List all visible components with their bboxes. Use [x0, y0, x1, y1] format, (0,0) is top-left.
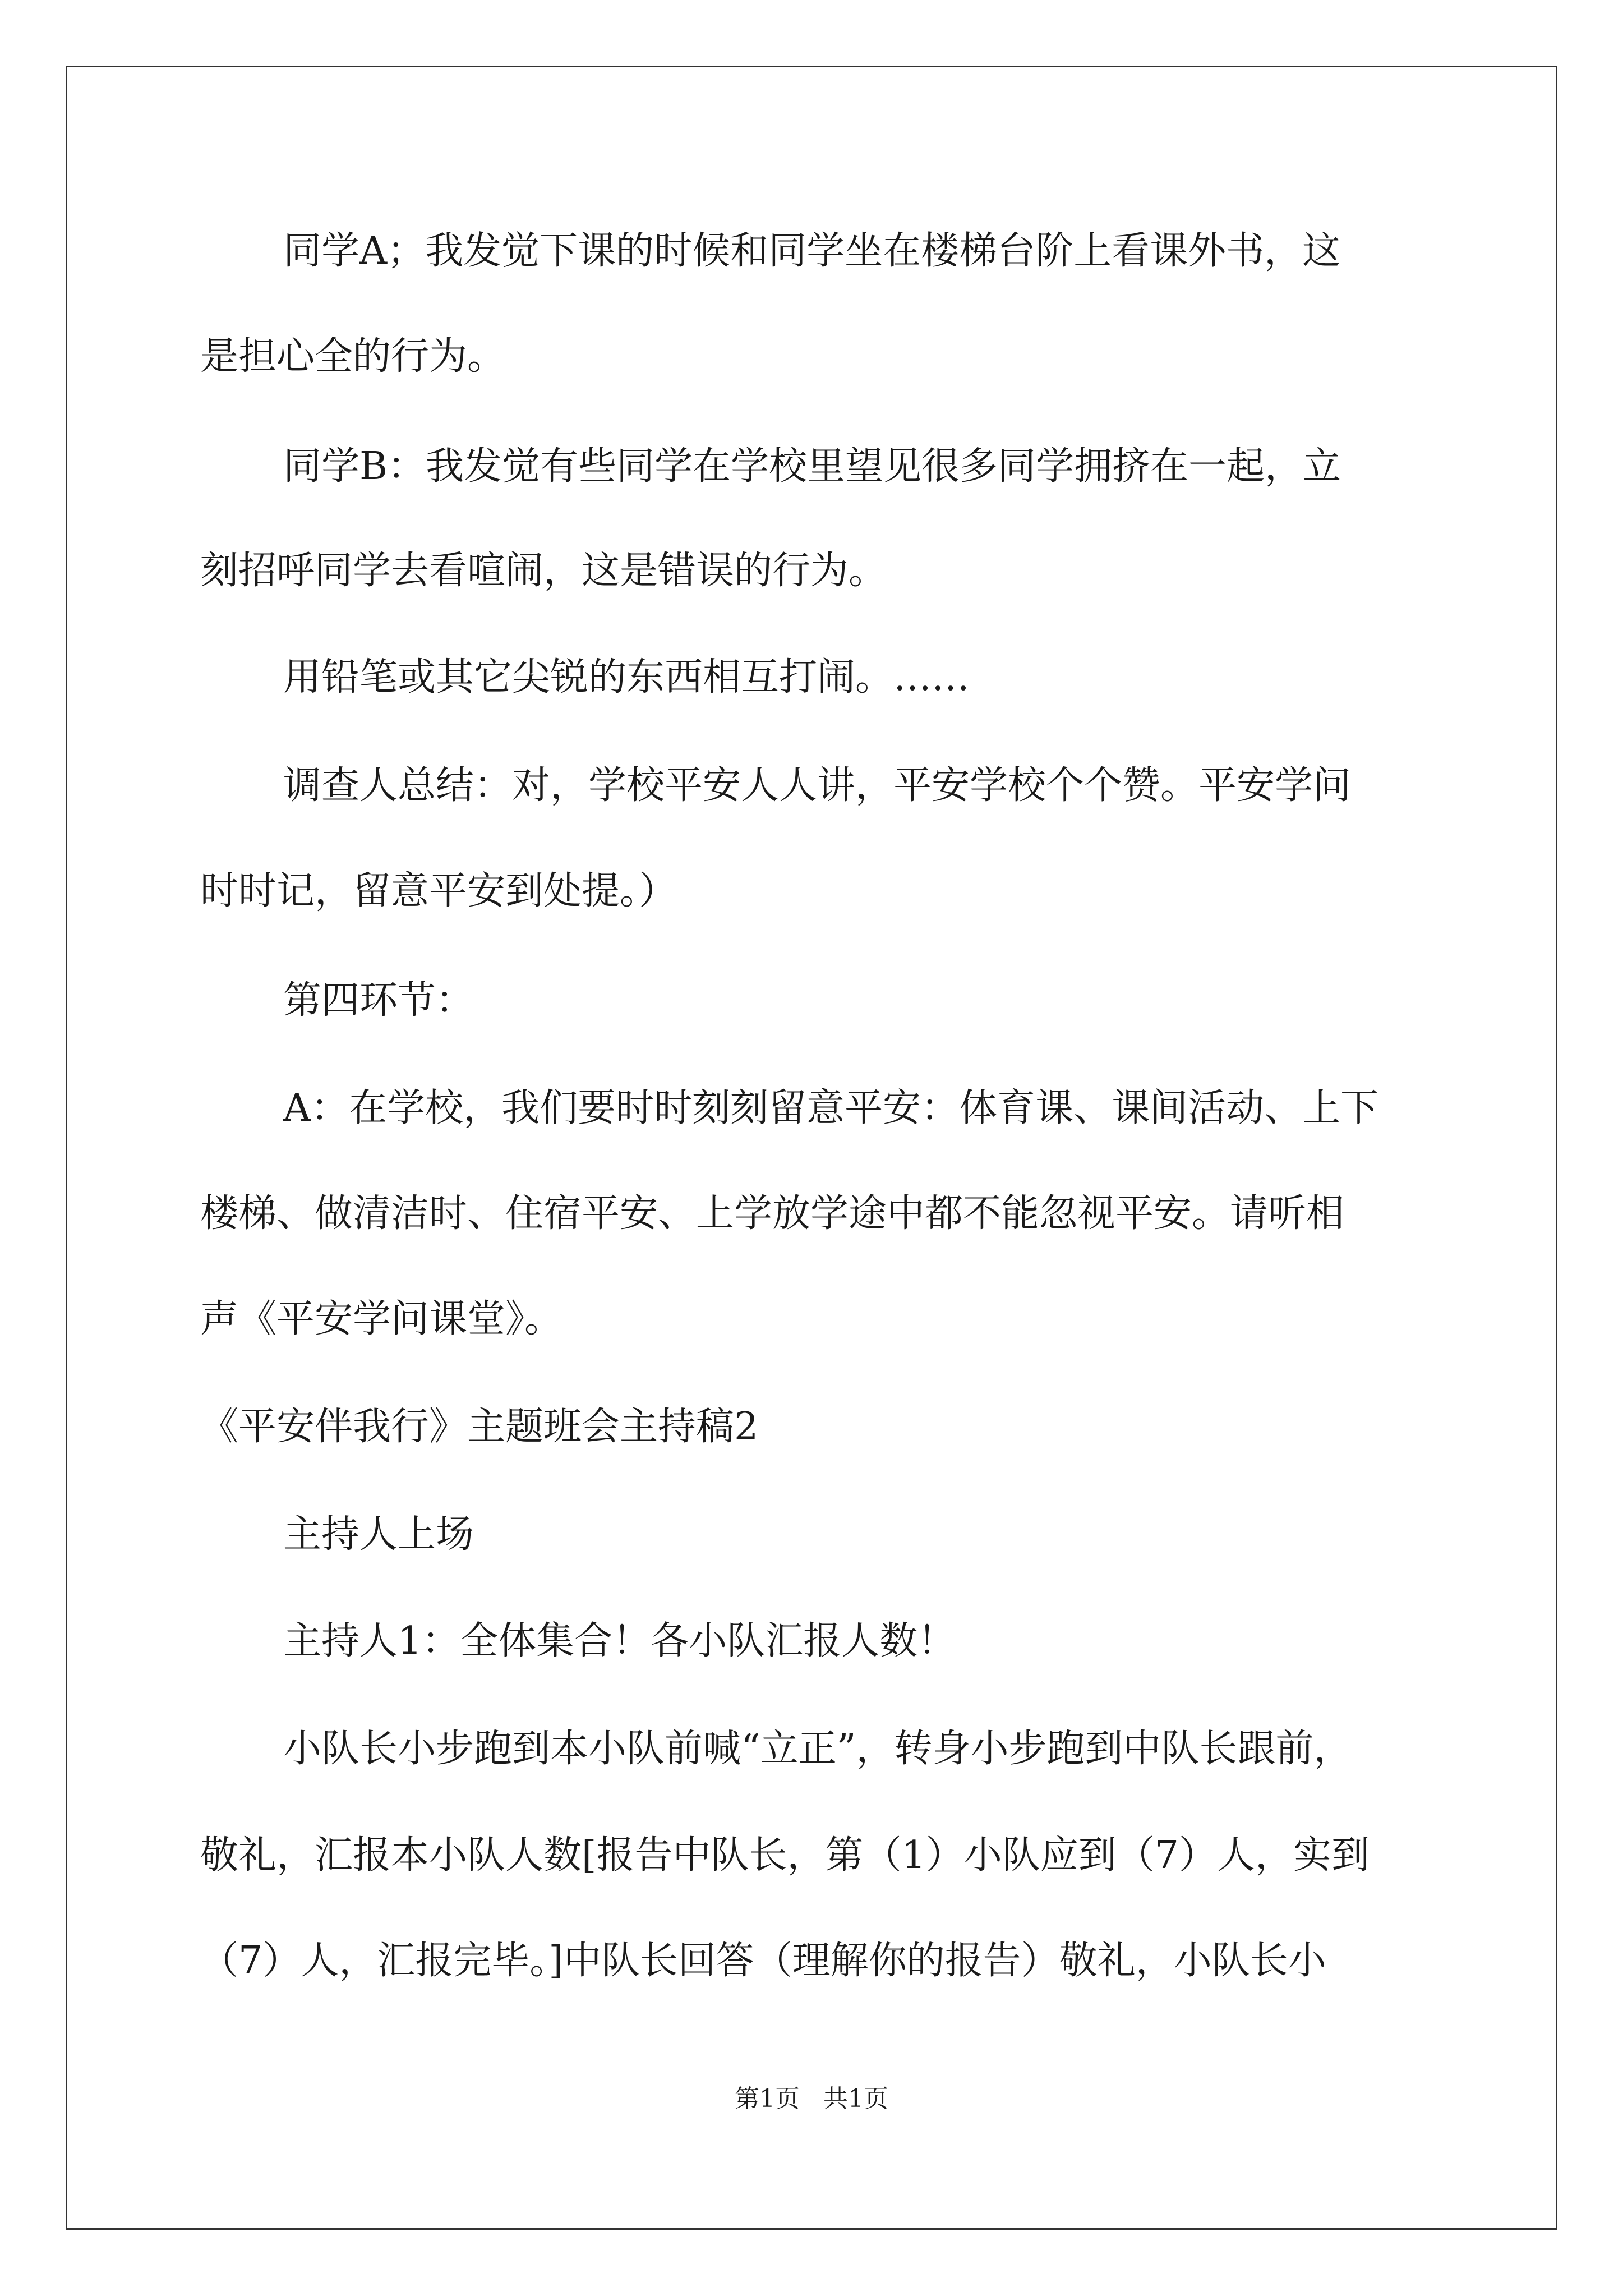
paragraph-line: 同学A；我发觉下课的时候和同学坐在楼梯台阶上看课外书，这	[283, 229, 1341, 273]
paragraph-line: 同学B：我发觉有些同学在学校里望见很多同学拥挤在一起，立	[283, 444, 1341, 489]
paragraph-line: 声《平安学问课堂》。	[200, 1297, 563, 1341]
paragraph-line: 敬礼，汇报本小队人数[报告中队长，第（1）小队应到（7）人，实到	[200, 1833, 1370, 1878]
paragraph-line: 主持人1：全体集合！各小队汇报人数！	[283, 1619, 956, 1663]
paragraph-line: 主持人上场	[283, 1512, 474, 1557]
paragraph-line: 小队长小步跑到本小队前喊“立正”，转身小步跑到中队长跟前，	[283, 1727, 1352, 1771]
paragraph-line: A：在学校，我们要时时刻刻留意平安：体育课、课间活动、上下	[283, 1086, 1379, 1130]
paragraph-line: 刻招呼同学去看喧闹，这是错误的行为。	[200, 549, 887, 593]
paragraph-line: 用铅笔或其它尖锐的东西相互打闹。……	[283, 655, 970, 700]
section-heading: 第四环节：	[283, 978, 474, 1023]
paragraph-line: （7）人，汇报完毕。]中队长回答（理解你的报告）敬礼，小队长小	[200, 1939, 1326, 1983]
page-number-footer: 第1页 共1页	[735, 2085, 888, 2113]
paragraph-line: 楼梯、做清洁时、住宿平安、上学放学途中都不能忽视平安。请听相	[200, 1191, 1345, 1236]
page-border	[66, 66, 1557, 2230]
paragraph-line: 调查人总结：对，学校平安人人讲，平安学校个个赞。平安学问	[283, 763, 1352, 808]
paragraph-line: 时时记，留意平安到处提。）	[200, 869, 677, 913]
document-title: 《平安伴我行》主题班会主持稿2	[200, 1405, 759, 1449]
paragraph-line: 是担心全的行为。	[200, 334, 506, 379]
